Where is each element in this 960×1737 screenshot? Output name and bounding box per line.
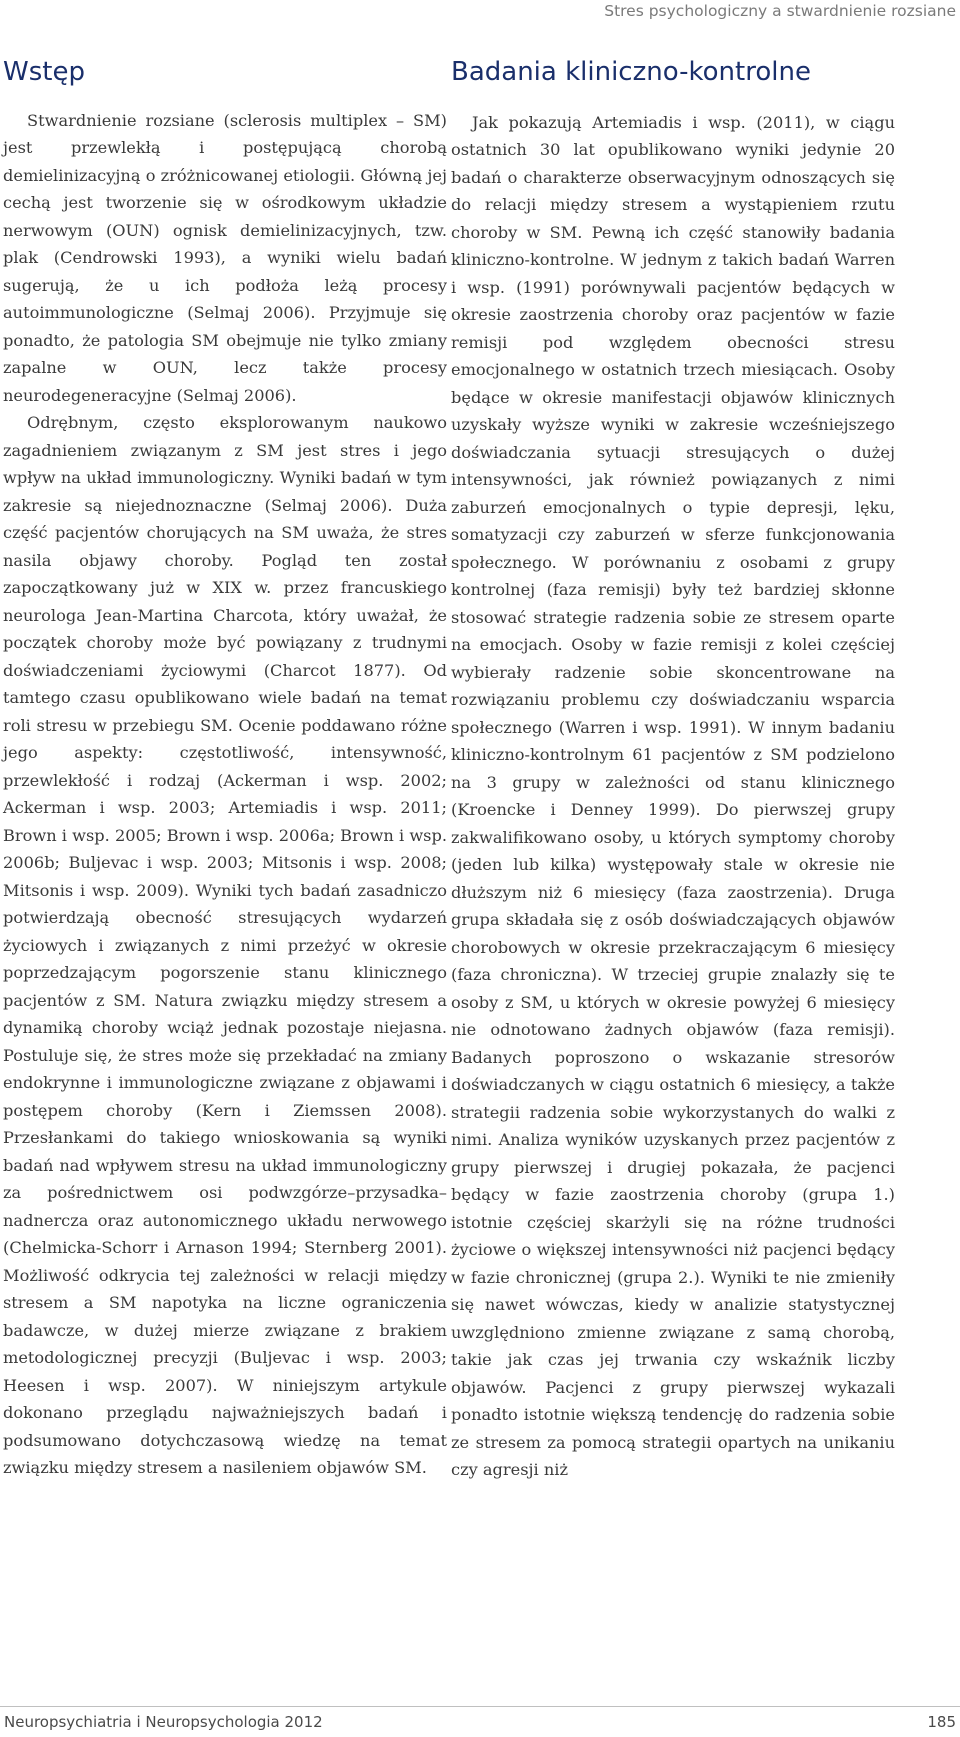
section-heading-intro: Wstęp: [3, 57, 85, 87]
page-number: 185: [927, 1713, 956, 1731]
running-head: Stres psychologiczny a stwardnienie rozsiane: [604, 2, 956, 20]
section-heading-clinical: Badania kliniczno-kontrolne: [451, 57, 811, 87]
left-column: [3, 58, 447, 1482]
footer-divider: [0, 1706, 960, 1707]
intro-paragraph-2: Odrębnym, często eksplorowanym naukowo zagadnieniem związanym z SM jest stres i jego wpływ na układ immunologiczny. Wyniki badań w tym zakresie są niejednoznaczne (Selmaj 2006). Duża część pacjentów chorujących na SM uważa, że stres nasila objawy choroby. Pogląd ten został zapoczątkowany już w XIX w. przez francuskiego neurologa Jean-Martina Charcota, który uważał, że początek choroby może być powiązany z trudnymi doświadczeniami życiowymi (Charcot 1877). Od tamtego czasu opublikowano wiele badań na temat roli stresu w przebiegu SM. Ocenie poddawano różne jego aspekty: częstotliwość, intensywność, przewlekłość i rodzaj (Ackerman i wsp. 2002; Ackerman i wsp. 2003; Artemiadis i wsp. 2011; Brown i wsp. 2005; Brown i wsp. 2006a; Brown i wsp. 2006b; Buljevac i wsp. 2003; Mitsonis i wsp. 2008; Mitsonis i wsp. 2009). Wyniki tych badań zasadniczo potwierdzają obecność stresujących wydarzeń życiowych i związanych z nimi przeżyć w okresie poprzedzającym pogorszenie stanu klinicznego pacjentów z SM. Natura związku między stresem a dynamiką choroby wciąż jednak pozostaje niejasna. Postuluje się, że stres może się przekładać na zmiany endokrynne i immunologiczne związane z objawami i postępem choroby (Kern i Ziemssen 2008). Przesłankami do takiego wnioskowania są wyniki badań nad wpływem stresu na układ immunologiczny za pośrednictwem osi podwzgórze–przysadka–nadnercza oraz autonomicznego układu nerwowego (Chelmicka-Schorr i Arnason 1994; Sternberg 2001). Możliwość odkrycia tej zależności w relacji między stresem a SM napotyka na liczne ograniczenia badawcze, w dużej mierze związane z brakiem metodologicznej precyzji (Buljevac i wsp. 2003; Heesen i wsp. 2007). W niniejszym artykule dokonano przeglądu najważniejszych badań i podsumowano dotychczasową wiedzę na temat związku między stresem a nasileniem objawów SM.: [3, 413, 447, 1478]
footer-journal-title: Neuropsychiatria i Neuropsychologia 2012: [4, 1713, 323, 1731]
right-column: [451, 58, 895, 1484]
clinical-paragraph-1: Jak pokazują Artemiadis i wsp. (2011), w ciągu ostatnich 30 lat opublikowano wyniki jedynie 20 badań o charakterze obserwacyjnym odnoszących się do relacji między stresem a wystąpieniem rzutu choroby w SM. Pewną ich część stanowiły badania kliniczno-kontrolne. W jednym z takich badań Warren i wsp. (1991) porównywali pacjentów będących w okresie zaostrzenia choroby oraz pacjentów w fazie remisji pod względem obecności stresu emocjonalnego w ostatnich trzech miesiącach. Osoby będące w okresie manifestacji objawów klinicznych uzyskały wyższe wyniki w zakresie wcześniejszego doświadczania sytuacji stresujących o dużej intensywności, jak również powiązanych z nimi zaburzeń emocjonalnych o typie depresji, lęku, somatyzacji czy zaburzeń w sferze funkcjonowania społecznego. W porównaniu z osobami z grupy kontrolnej (faza remisji) były też bardziej skłonne stosować strategie radzenia sobie ze stresem oparte na emocjach. Osoby w fazie remisji z kolei częściej wybierały radzenie sobie skoncentrowane na rozwiązaniu problemu czy doświadczaniu wsparcia społecznego (Warren i wsp. 1991). W innym badaniu kliniczno-kontrolnym 61 pacjentów z SM podzielono na 3 grupy w zależności od stanu klinicznego (Kroencke i Denney 1999). Do pierwszej grupy zakwalifikowano osoby, u których symptomy choroby (jeden lub kilka) występowały stale w okresie nie dłuższym niż 6 miesięcy (faza zaostrzenia). Druga grupa składała się z osób doświadczających objawów chorobowych w okresie przekraczającym 6 miesięcy (faza chroniczna). W trzeciej grupie znalazły się te osoby z SM, u których w okresie powyżej 6 miesięcy nie odnotowano żadnych objawów (faza remisji). Badanych poproszono o wskazanie stresorów doświadczanych w ciągu ostatnich 6 miesięcy, a także strategii radzenia sobie wykorzystanych do walki z nimi. Analiza wyników uzyskanych przez pacjentów z grupy pierwszej i drugiej pokazała, że pacjenci będący w fazie zaostrzenia choroby (grupa 1.) istotnie częściej skarżyli się na różne trudności życiowe o większej intensywności niż pacjenci będący w fazie chronicznej (grupa 2.). Wyniki te nie zmieniły się nawet wówczas, kiedy w analizie statystycznej uwzględniono zmienne związane z samą chorobą, takie jak czas jej trwania czy wskaźnik liczby objawów. Pacjenci z grupy pierwszej wykazali ponadto istotnie większą tendencję do radzenia sobie ze stresem za pomocą strategii opartych na unikaniu czy agresji niż: [451, 112, 895, 1480]
intro-paragraph-1: Stwardnienie rozsiane (sclerosis multiplex – SM) jest przewlekłą i postępującą chorobą demielinizacyjną o zróżnicowanej etiologii. Główną jej cechą jest tworzenie się w ośrodkowym układzie nerwowym (OUN) ognisk demielinizacyjnych, tzw. plak (Cendrowski 1993), a wyniki wielu badań sugerują, że u ich podłoża leżą procesy autoimmunologiczne (Selmaj 2006). Przyjmuje się ponadto, że patologia SM obejmuje nie tylko zmiany zapalne w OUN, lecz także procesy neurodegeneracyjne (Selmaj 2006).: [3, 110, 447, 405]
